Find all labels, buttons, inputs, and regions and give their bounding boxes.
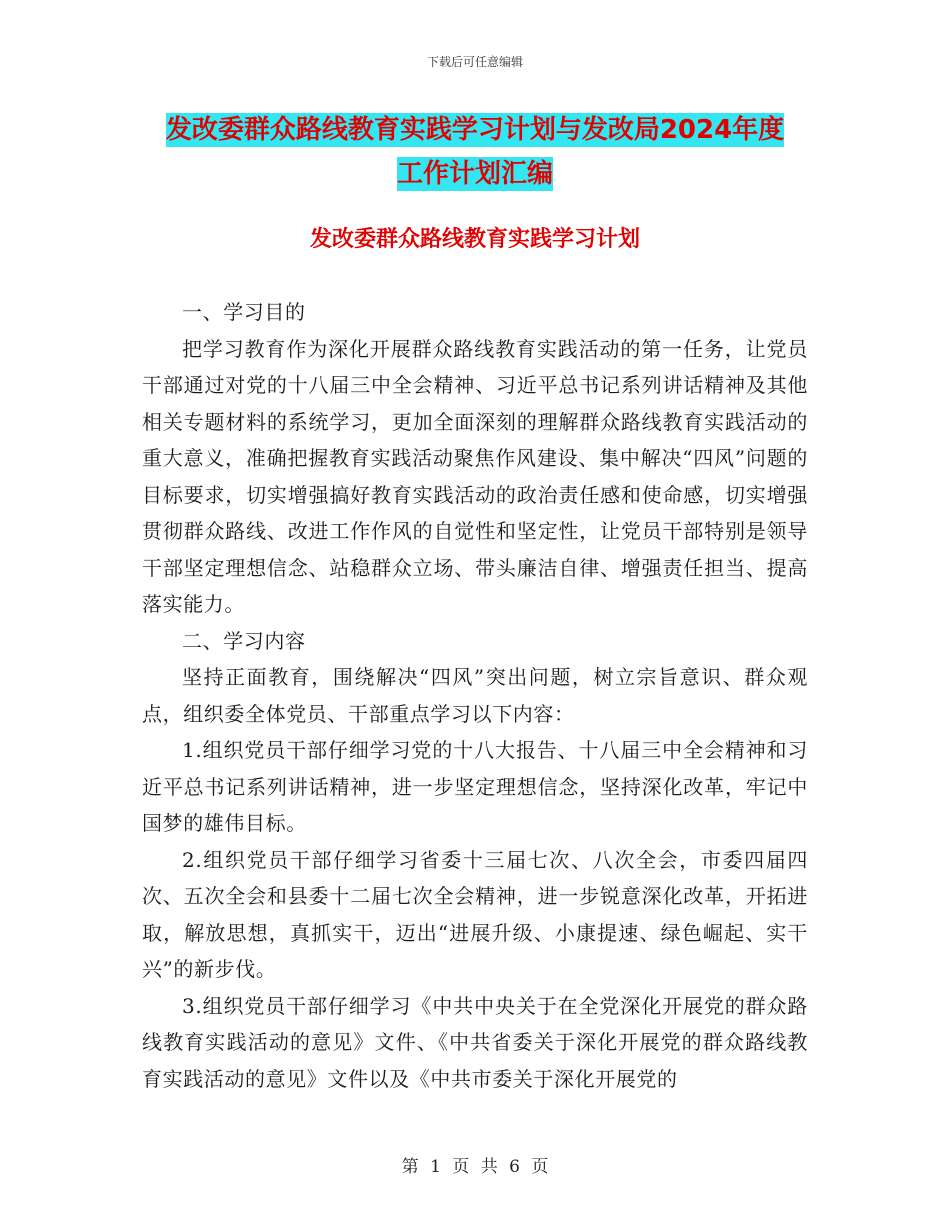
document-title-text-1: 发改委群众路线教育实践学习计划与发改局2024年度 — [165, 115, 785, 145]
document-title-text-2: 工作计划汇编 — [396, 159, 553, 189]
header-note: 下载后可任意编辑 — [426, 55, 523, 69]
paragraph-purpose: 把学习教育作为深化开展群众路线教育实践活动的第一任务，让党员干部通过对党的十八届三中全会精神、习近平总书记系列讲话精神及其他相关专题材料的系统学习，更加全面深刻的理解群众路线教育实践活动的重大意义，准确把握教育实践活动聚焦作风建设、集中解决“四风”问题的目标要求，切实增强搞好教育实践活动的政治责任感和使命感，切实增强贯彻群众路线、改进工作作风的自觉性和坚定性，让党员干部特别是领导干部坚定理想信念、站稳群众立场、带头廉洁自律、增强责任担当、提高落实能力。 — [142, 336, 808, 616]
paragraph-item-3: 3.组织党员干部仔细学习《中共中央关于在全党深化开展党的群众路线教育实践活动的意见》文件、《中共省委关于深化开展党的群众路线教育实践活动的意见》文件以及《中共市委关于深化开展党的 — [142, 993, 808, 1091]
document-title-line-2 — [0, 157, 950, 191]
document-title-line-1 — [0, 113, 950, 147]
paragraph-content-intro: 坚持正面教育，围绕解决“四风”突出问题，树立宗旨意识、群众观点，组织委全体党员、干部重点学习以下内容： — [142, 665, 808, 726]
paragraph-item-1: 1.组织党员干部仔细学习党的十八大报告、十八届三中全会精神和习近平总书记系列讲话精神，进一步坚定理想信念，坚持深化改革，牢记中国梦的雄伟目标。 — [142, 738, 808, 835]
section-title: 发改委群众路线教育实践学习计划 — [309, 227, 640, 252]
document-body — [142, 294, 808, 1097]
page-footer: 第 1 页 共 6 页 — [401, 1157, 549, 1177]
heading-content: 二、学习内容 — [182, 628, 306, 653]
heading-purpose: 一、学习目的 — [182, 300, 306, 324]
paragraph-item-2: 2.组织党员干部仔细学习省委十三届七次、八次全会，市委四届四次、五次全会和县委十二届七次全会精神，进一步锐意深化改革，开拓进取，解放思想，真抓实干，迈出“进展升级、小康提速、绿色崛起、实干兴”的新步伐。 — [142, 847, 808, 981]
